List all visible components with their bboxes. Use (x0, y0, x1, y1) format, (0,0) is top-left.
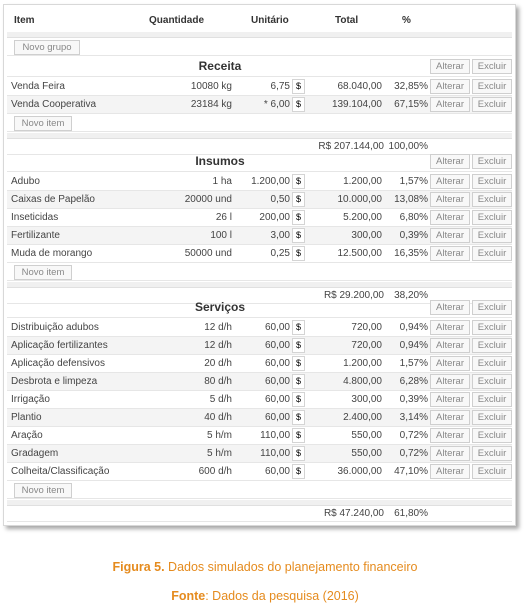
item-quantity: 12 d/h (204, 340, 232, 351)
item-unit-price: 3,00 (270, 230, 290, 241)
column-header-unitario: Unitário (251, 15, 289, 26)
currency-button[interactable]: $ (292, 446, 305, 461)
delete-item-button[interactable]: Excluir (472, 228, 512, 243)
table-row (7, 337, 512, 355)
table-row (7, 319, 512, 337)
delete-item-button[interactable]: Excluir (472, 210, 512, 225)
item-unit-price: 200,00 (259, 212, 290, 223)
edit-group-button[interactable]: Alterar (430, 59, 470, 74)
edit-item-button[interactable]: Alterar (430, 97, 470, 112)
item-quantity: 600 d/h (198, 466, 232, 477)
delete-item-button[interactable]: Excluir (472, 338, 512, 353)
figure-label: Figura 5. (112, 560, 165, 574)
delete-item-button[interactable]: Excluir (472, 446, 512, 461)
edit-group-button[interactable]: Alterar (430, 154, 470, 169)
currency-button[interactable]: $ (292, 97, 305, 112)
delete-item-button[interactable]: Excluir (472, 320, 512, 335)
edit-item-button[interactable]: Alterar (430, 320, 470, 335)
item-unit-price: 60,00 (264, 376, 290, 387)
item-unit-price: 60,00 (264, 412, 290, 423)
item-total: 12.500,00 (337, 248, 382, 259)
edit-item-button[interactable]: Alterar (430, 392, 470, 407)
currency-button[interactable]: $ (292, 79, 305, 94)
item-total: 720,00 (351, 322, 382, 333)
item-unit-price: 60,00 (264, 466, 290, 477)
item-name: Caixas de Papelão (11, 194, 95, 205)
item-quantity: 50000 und (184, 248, 232, 259)
item-name: Desbrota e limpeza (11, 376, 98, 387)
item-name: Distribuição adubos (11, 322, 99, 333)
item-percent: 32,85% (394, 81, 428, 92)
item-percent: 47,10% (394, 466, 428, 477)
new-item-button[interactable]: Novo item (14, 265, 72, 280)
currency-button[interactable]: $ (292, 338, 305, 353)
delete-group-button[interactable]: Excluir (472, 59, 512, 74)
delete-item-button[interactable]: Excluir (472, 97, 512, 112)
group-title: Receita (198, 59, 242, 73)
item-unit-price: 60,00 (264, 358, 290, 369)
item-total: 300,00 (351, 230, 382, 241)
edit-item-button[interactable]: Alterar (430, 79, 470, 94)
item-quantity: 20000 und (184, 194, 232, 205)
item-total: 1.200,00 (343, 176, 382, 187)
item-total: 550,00 (351, 430, 382, 441)
delete-item-button[interactable]: Excluir (472, 192, 512, 207)
currency-button[interactable]: $ (292, 392, 305, 407)
currency-button[interactable]: $ (292, 464, 305, 479)
group-subtotal: R$ 207.144,00 (318, 141, 384, 152)
table-row (7, 78, 512, 96)
delete-item-button[interactable]: Excluir (472, 246, 512, 261)
table-row (7, 463, 512, 481)
item-total: 5.200,00 (343, 212, 382, 223)
item-percent: 0,94% (399, 322, 428, 333)
delete-group-button[interactable]: Excluir (472, 300, 512, 315)
item-name: Adubo (11, 176, 40, 187)
item-total: 68.040,00 (337, 81, 382, 92)
item-name: Aplicação defensivos (11, 358, 105, 369)
delete-item-button[interactable]: Excluir (472, 174, 512, 189)
new-item-row (7, 114, 512, 132)
column-header-quantidade: Quantidade (149, 15, 205, 26)
item-quantity: 26 l (215, 212, 232, 223)
item-unit-price: 60,00 (264, 394, 290, 405)
edit-item-button[interactable]: Alterar (430, 446, 470, 461)
delete-group-button[interactable]: Excluir (472, 154, 512, 169)
table-row (7, 409, 512, 427)
item-name: Plantio (11, 412, 42, 423)
currency-button[interactable]: $ (292, 374, 305, 389)
item-quantity: 20 d/h (204, 358, 232, 369)
item-name: Gradagem (11, 448, 59, 459)
item-percent: 0,72% (399, 430, 428, 441)
item-percent: 6,28% (399, 376, 428, 387)
table-row (7, 355, 512, 373)
edit-group-button[interactable]: Alterar (430, 300, 470, 315)
item-name: Aração (11, 430, 43, 441)
delete-item-button[interactable]: Excluir (472, 79, 512, 94)
edit-item-button[interactable]: Alterar (430, 374, 470, 389)
item-unit-price: 0,25 (270, 248, 290, 259)
delete-item-button[interactable]: Excluir (472, 410, 512, 425)
item-unit-price: 1.200,00 (251, 176, 290, 187)
item-total: 300,00 (351, 394, 382, 405)
item-total: 550,00 (351, 448, 382, 459)
table-row (7, 245, 512, 263)
source-text: : Dados da pesquisa (2016) (205, 589, 359, 603)
financial-planning-panel (3, 4, 516, 526)
currency-button[interactable]: $ (292, 320, 305, 335)
new-item-button[interactable]: Novo item (14, 116, 72, 131)
group-header (7, 152, 512, 172)
item-unit-price: 0,50 (270, 194, 290, 205)
item-percent: 16,35% (394, 248, 428, 259)
item-total: 36.000,00 (337, 466, 382, 477)
figure-caption (0, 560, 530, 574)
currency-button[interactable]: $ (292, 210, 305, 225)
item-total: 1.200,00 (343, 358, 382, 369)
item-unit-price: 6,75 (270, 81, 290, 92)
group-subtotal: R$ 47.240,00 (323, 508, 384, 519)
currency-button[interactable]: $ (292, 174, 305, 189)
item-unit-price: * 6,00 (263, 99, 290, 110)
item-quantity: 40 d/h (204, 412, 232, 423)
table-row (7, 391, 512, 409)
item-name: Fertilizante (11, 230, 60, 241)
new-group-row (7, 38, 512, 56)
delete-item-button[interactable]: Excluir (472, 356, 512, 371)
new-item-row (7, 481, 512, 499)
table-row (7, 173, 512, 191)
edit-item-button[interactable]: Alterar (430, 192, 470, 207)
item-percent: 1,57% (399, 176, 428, 187)
item-total: 720,00 (351, 340, 382, 351)
item-name: Colheita/Classificação (11, 466, 110, 477)
column-header-item: Item (14, 15, 35, 26)
currency-button[interactable]: $ (292, 428, 305, 443)
new-item-row (7, 263, 512, 281)
item-quantity: 1 ha (212, 176, 232, 187)
delete-item-button[interactable]: Excluir (472, 392, 512, 407)
group-subtotal-row (7, 506, 512, 522)
table-row (7, 373, 512, 391)
edit-item-button[interactable]: Alterar (430, 338, 470, 353)
edit-item-button[interactable]: Alterar (430, 174, 470, 189)
group-subtotal-percent: 38,20% (394, 290, 428, 301)
item-percent: 6,80% (399, 212, 428, 223)
column-header-total: Total (335, 15, 359, 26)
item-unit-price: 60,00 (264, 322, 290, 333)
group-subtotal-percent: 100,00% (388, 141, 428, 152)
table-row (7, 445, 512, 463)
delete-item-button[interactable]: Excluir (472, 464, 512, 479)
item-percent: 67,15% (394, 99, 428, 110)
group-title: Insumos (195, 154, 245, 168)
source-label: Fonte (171, 589, 206, 603)
item-percent: 0,39% (399, 230, 428, 241)
item-unit-price: 60,00 (264, 340, 290, 351)
item-quantity: 80 d/h (204, 376, 232, 387)
currency-button[interactable]: $ (292, 192, 305, 207)
new-item-button[interactable]: Novo item (14, 483, 72, 498)
item-percent: 0,94% (399, 340, 428, 351)
delete-item-button[interactable]: Excluir (472, 374, 512, 389)
edit-item-button[interactable]: Alterar (430, 464, 470, 479)
item-total: 139.104,00 (331, 99, 382, 110)
item-quantity: 100 l (210, 230, 232, 241)
item-total: 4.800,00 (343, 376, 382, 387)
item-name: Aplicação fertilizantes (11, 340, 108, 351)
item-percent: 3,14% (399, 412, 428, 423)
table-row (7, 96, 512, 114)
item-percent: 0,72% (399, 448, 428, 459)
item-total: 2.400,00 (343, 412, 382, 423)
item-name: Inseticidas (11, 212, 59, 223)
edit-item-button[interactable]: Alterar (430, 410, 470, 425)
source-caption (0, 589, 530, 603)
figure-text: Dados simulados do planejamento financeiro (164, 560, 418, 574)
item-unit-price: 110,00 (260, 448, 290, 459)
item-quantity: 5 d/h (209, 394, 232, 405)
item-name: Irrigação (11, 394, 50, 405)
item-percent: 1,57% (399, 358, 428, 369)
item-quantity: 12 d/h (204, 322, 232, 333)
table-row (7, 191, 512, 209)
edit-item-button[interactable]: Alterar (430, 356, 470, 371)
item-unit-price: 110,00 (260, 430, 290, 441)
column-header-percent: % (402, 15, 411, 26)
item-quantity: 5 h/m (206, 430, 232, 441)
table-row (7, 209, 512, 227)
item-name: Venda Feira (11, 81, 65, 92)
item-quantity: 23184 kg (190, 99, 232, 110)
currency-button[interactable]: $ (292, 228, 305, 243)
item-total: 10.000,00 (337, 194, 382, 205)
item-quantity: 10080 kg (190, 81, 232, 92)
group-header (7, 298, 512, 318)
delete-item-button[interactable]: Excluir (472, 428, 512, 443)
item-name: Venda Cooperativa (11, 99, 97, 110)
currency-button[interactable]: $ (292, 356, 305, 371)
currency-button[interactable]: $ (292, 246, 305, 261)
item-percent: 0,39% (399, 394, 428, 405)
item-quantity: 5 h/m (206, 448, 232, 459)
edit-item-button[interactable]: Alterar (430, 228, 470, 243)
group-subtotal-percent: 61,80% (394, 508, 428, 519)
edit-item-button[interactable]: Alterar (430, 210, 470, 225)
table-row (7, 227, 512, 245)
group-subtotal: R$ 29.200,00 (323, 290, 384, 301)
table-row (7, 427, 512, 445)
currency-button[interactable]: $ (292, 410, 305, 425)
group-title: Serviços (194, 300, 246, 314)
item-name: Muda de morango (11, 248, 93, 259)
edit-item-button[interactable]: Alterar (430, 246, 470, 261)
group-header (7, 57, 512, 77)
new-group-button[interactable]: Novo grupo (14, 40, 80, 55)
item-percent: 13,08% (394, 194, 428, 205)
edit-item-button[interactable]: Alterar (430, 428, 470, 443)
